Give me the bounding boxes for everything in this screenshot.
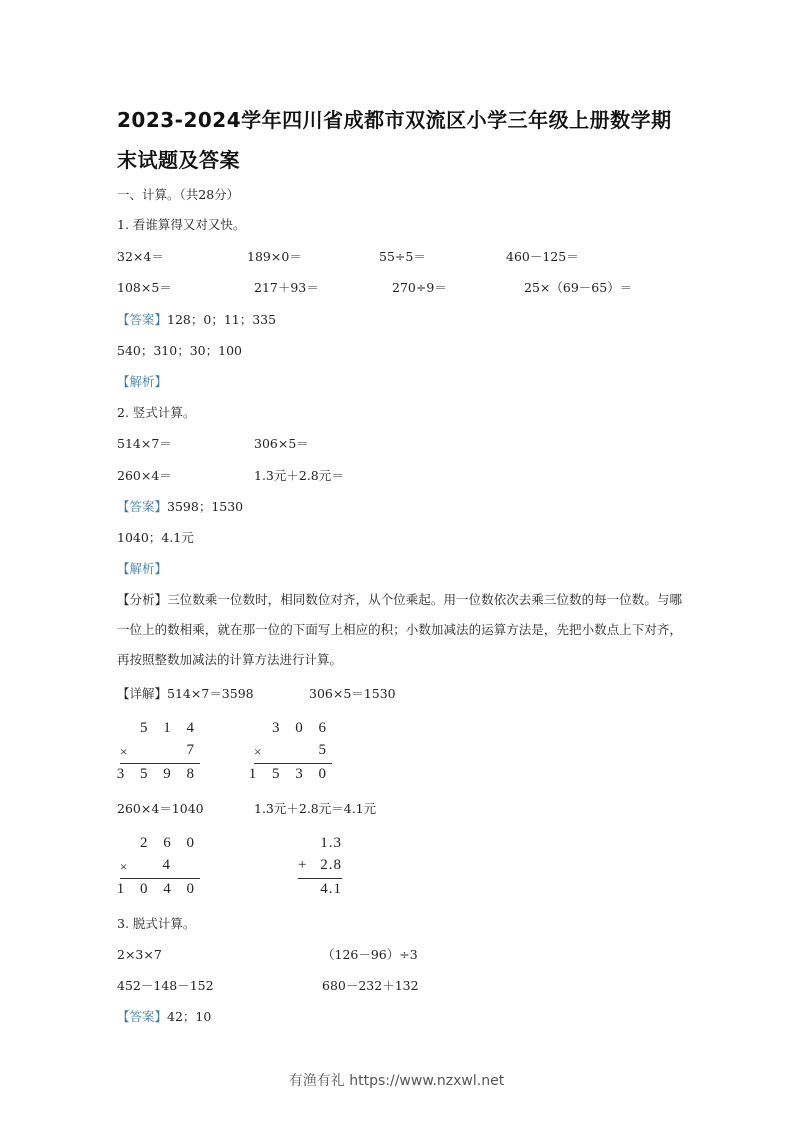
q3-row-1 xyxy=(117,946,517,964)
divider xyxy=(254,763,332,764)
fenxi-text: 三位数乘一位数时，相同数位对齐，从个位乘起。用一位数依次去乘三位数的每一位数。与哪一位上的数相乘，就在那一位的下面写上相应的积；小数加减法的运算方法是，先把小数点上下对齐，再按照整数加减法的计算方法进行计算。 xyxy=(117,592,682,667)
vertical-calc-514x7: 5 1 4 × 7 3 5 9 8 xyxy=(116,720,200,782)
answer-label: 【答案】 xyxy=(117,312,168,327)
question-1-prompt: 1. 看谁算得又对又快。 xyxy=(117,217,246,232)
fenxi-label: 【分析】 xyxy=(117,592,168,607)
q1-expr: 55÷5＝ xyxy=(379,249,426,264)
question-3-prompt: 3. 脱式计算。 xyxy=(117,916,196,931)
q1-answer xyxy=(117,311,276,329)
detail-expr: 306×5＝1530 xyxy=(309,686,396,701)
q2-expr: 306×5＝ xyxy=(254,436,309,451)
q3-expr: （126－96）÷3 xyxy=(322,947,418,962)
divider xyxy=(120,878,200,879)
analysis-label: 【解析】 xyxy=(117,561,168,576)
q1-expr: 108×5＝ xyxy=(117,280,172,295)
vertical-calc-decimal-add: 1.3 + 2.8 4.1 xyxy=(298,835,342,897)
q2-expr: 260×4＝ xyxy=(117,468,172,483)
q1-expr: 32×4＝ xyxy=(117,249,164,264)
detail-expr: 【详解】514×7＝3598 xyxy=(117,686,254,701)
answer-label: 【答案】 xyxy=(117,499,168,514)
answer-label: 【答案】 xyxy=(117,1009,168,1024)
q1-expr: 270÷9＝ xyxy=(392,280,447,295)
q2-answer xyxy=(117,498,243,516)
q1-expr: 217＋93＝ xyxy=(254,280,319,295)
q3-expr: 2×3×7 xyxy=(117,947,162,962)
q3-row-2 xyxy=(117,977,517,995)
question-2-prompt: 2. 竖式计算。 xyxy=(117,405,196,420)
divider xyxy=(298,878,342,879)
q1-expr: 189×0＝ xyxy=(247,249,302,264)
vertical-calc-260x4: 2 6 0 × 4 1 0 4 0 xyxy=(116,835,200,897)
q2-row-1 xyxy=(117,435,517,453)
q2-expr: 1.3元＋2.8元＝ xyxy=(254,468,344,483)
q3-expr: 452－148－152 xyxy=(117,978,214,993)
detail-expr: 260×4＝1040 xyxy=(117,801,204,816)
analysis-paragraph xyxy=(117,585,682,675)
q3-expr: 680－232＋132 xyxy=(322,978,419,993)
document-title: 2023-2024学年四川省成都市双流区小学三年级上册数学期末试题及答案 xyxy=(117,108,672,172)
section-heading: 一、计算。（共28分） xyxy=(117,187,240,202)
q1-answer-line-2: 540；310；30；100 xyxy=(117,343,242,358)
q1-expr: 460－125＝ xyxy=(506,249,579,264)
q3-answer xyxy=(117,1008,211,1026)
vertical-calc-306x5: 3 0 6 × 5 1 5 3 0 xyxy=(248,720,332,782)
xiangjie-label: 【详解】 xyxy=(117,686,168,701)
q1-expr: 25×（69－65）＝ xyxy=(524,280,633,295)
answer-text: 3598；1530 xyxy=(167,499,244,514)
q2-answer-line-2: 1040；4.1元 xyxy=(117,530,194,545)
detail-row-2 xyxy=(117,800,517,818)
q2-row-2 xyxy=(117,467,517,485)
q2-expr: 514×7＝ xyxy=(117,436,172,451)
analysis-label: 【解析】 xyxy=(117,374,168,389)
answer-text: 42；10 xyxy=(167,1009,212,1024)
q1-row-1 xyxy=(117,248,677,266)
detail-expr: 1.3元＋2.8元＝4.1元 xyxy=(254,801,377,816)
footer-watermark: 有渔有礼 https://www.nzxwl.net xyxy=(288,1073,505,1089)
q1-row-2 xyxy=(117,279,677,297)
answer-text: 128；0；11；335 xyxy=(167,312,277,327)
divider xyxy=(120,763,200,764)
detail-row-1 xyxy=(117,685,517,703)
